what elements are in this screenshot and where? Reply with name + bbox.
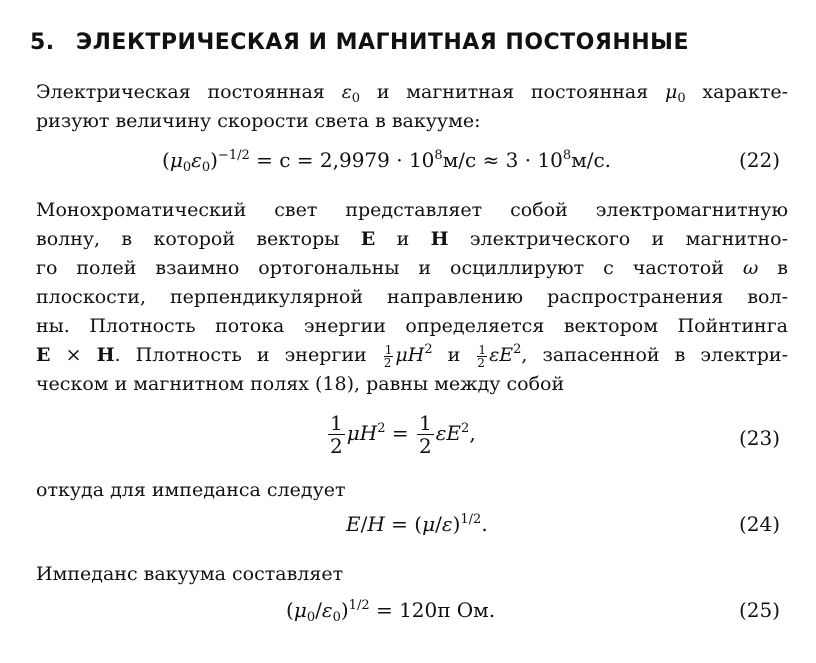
equation-25	[36, 598, 788, 638]
paragraph-2-line-2: волну, в которой векторы E и H электрического и магнитно-	[36, 228, 788, 250]
equation-23-number: (23)	[738, 426, 780, 450]
paragraph-2-line-3: го полей взаимно ортогональны и осциллируют с частотой ω в	[36, 257, 788, 279]
section-title: ЭЛЕКТРИЧЕСКАЯ И МАГНИТНАЯ ПОСТОЯННЫЕ	[76, 30, 689, 55]
paragraph-1-line-1: Электрическая постоянная $\varepsilon_0$ и магнитная постоянная $\mu_0$ характе-	[36, 81, 788, 106]
paragraph-2-line-6: E × H. Плотность и энергии $\frac{1}{2}$ $\mu H^2$ и $\frac{1}{2}$ $\varepsilon E^2$, запасенной в электри-	[36, 342, 788, 370]
paragraph-2-line-1: Монохроматический свет представляет собой электромагнитную	[36, 199, 788, 221]
paragraph-1	[36, 78, 788, 136]
paragraph-2-line-7: ческом и магнитном полях (18), равны между собой	[36, 373, 565, 395]
equation-23-body: $\frac{1}{2}$ $\mu H^2$ = $\frac{1}{2}$ $\varepsilon E^2$,	[330, 411, 476, 458]
equation-24	[36, 512, 788, 552]
equation-24-body: $E/H = (\mu/\varepsilon)^{1/2}$.	[346, 512, 488, 536]
equation-23	[36, 412, 788, 464]
equation-22-body: $(\mu_0\varepsilon_0)^{-1/2} = c = 2,9979 \cdot 10^8м/с \approx 3 \cdot 10^8м/с$.	[162, 148, 612, 175]
paragraph-2	[36, 196, 788, 399]
paragraph-2-line-4: плоскости, перпендикулярной направлению распространения вол-	[36, 286, 788, 308]
paragraph-1-line-2: ризуют величину скорости света в вакууме:	[36, 110, 481, 132]
equation-24-number: (24)	[738, 512, 780, 536]
equation-22-number: (22)	[738, 148, 780, 172]
section-number: 5.	[30, 30, 55, 55]
equation-25-body: $(\mu_0/\varepsilon_0)^{1/2} = 120\pi$ Ом.	[286, 598, 496, 625]
equation-25-number: (25)	[738, 598, 780, 622]
equation-22	[36, 148, 788, 188]
paragraph-4	[36, 560, 788, 589]
section-heading	[30, 30, 790, 55]
paragraph-3	[36, 476, 788, 505]
paragraph-4-line-1: Импеданс вакуума составляет	[36, 563, 344, 585]
paragraph-3-line-1: откуда для импеданса следует	[36, 479, 346, 501]
paragraph-2-line-5: ны. Плотность потока энергии определяется вектором Пойнтинга	[36, 315, 788, 337]
